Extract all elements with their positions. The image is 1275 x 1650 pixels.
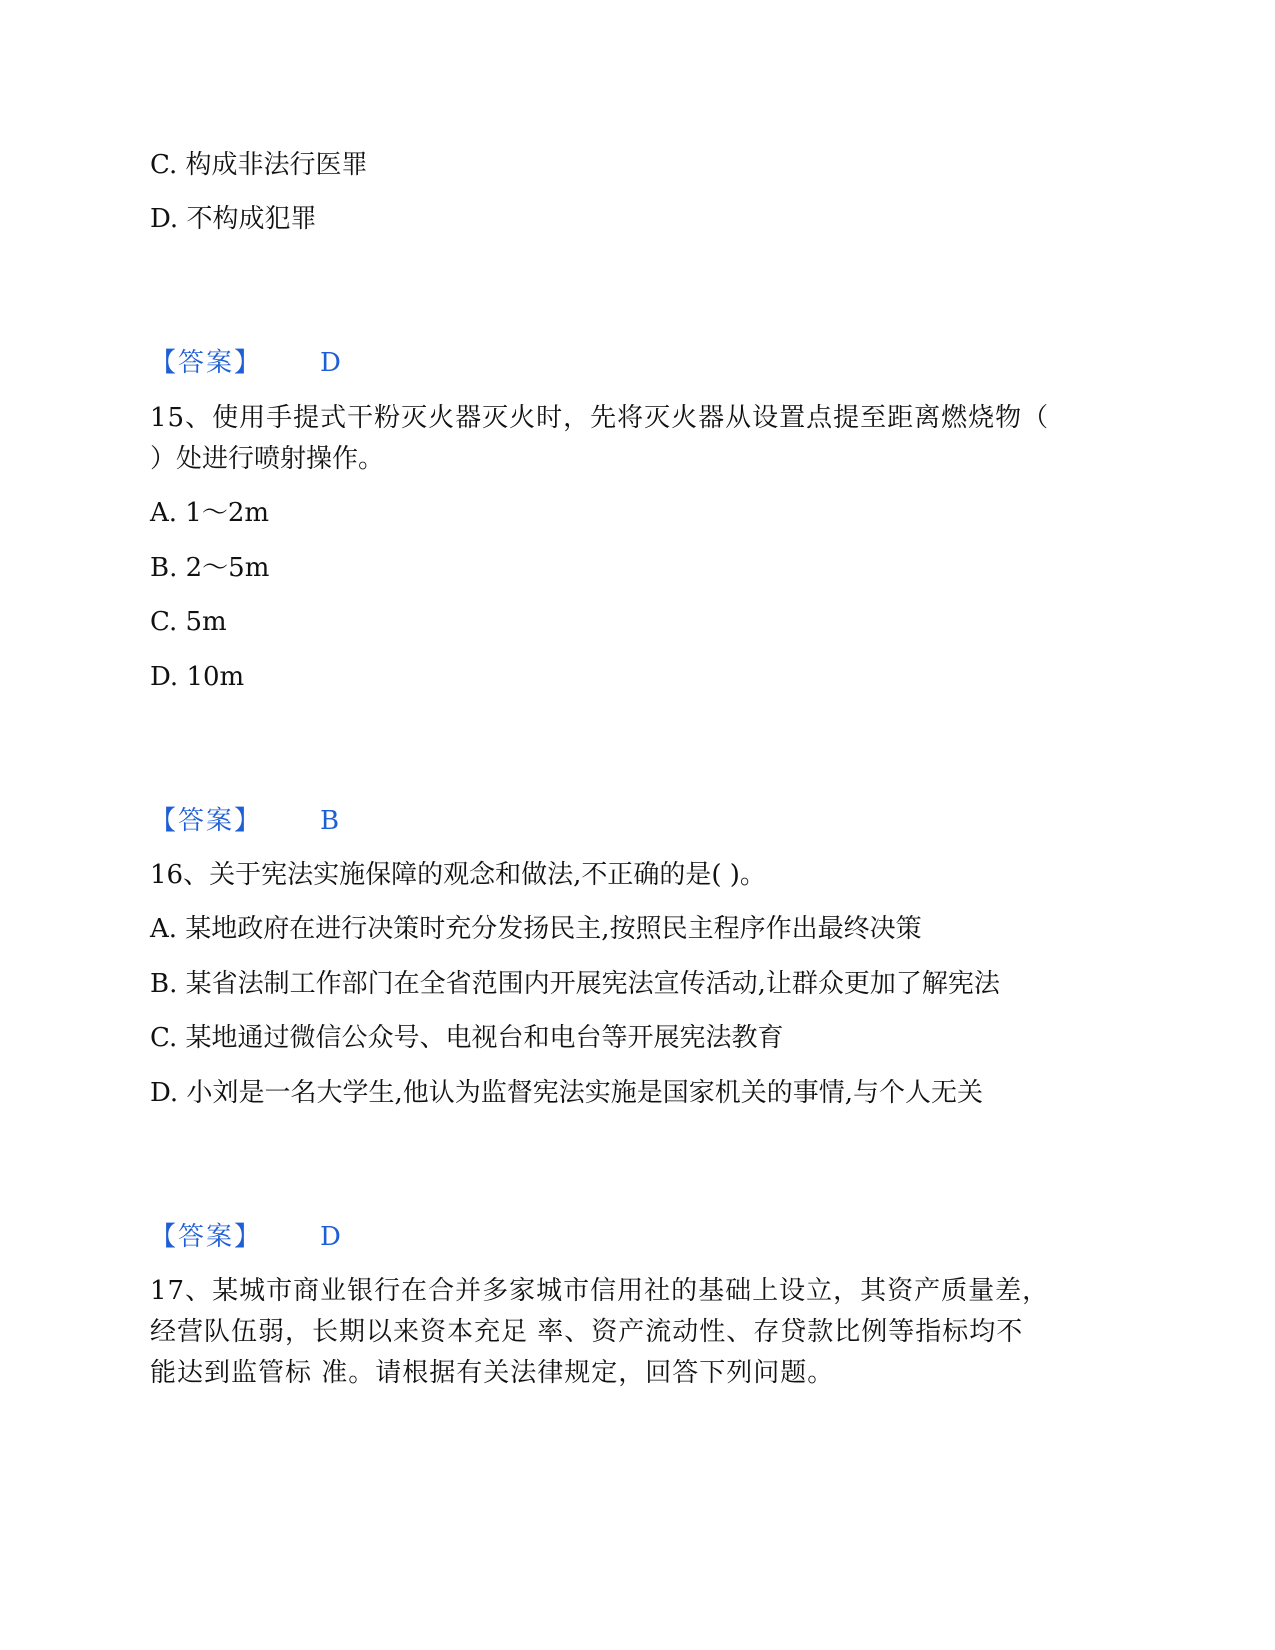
answer-value: D	[320, 1222, 341, 1252]
q14-answer	[150, 346, 341, 380]
q15-option-c: C. 5m	[150, 607, 227, 637]
q17-stem-line1: 17、某城市商业银行在合并多家城市信用社的基础上设立，其资产质量差，	[150, 1276, 1050, 1306]
q15-option-d: D. 10m	[150, 662, 245, 692]
q15-answer	[150, 804, 339, 838]
q16-option-b: B. 某省法制工作部门在全省范围内开展宪法宣传活动,让群众更加了解宪法	[150, 969, 1000, 999]
q16-option-c: C. 某地通过微信公众号、电视台和电台等开展宪法教育	[150, 1023, 784, 1053]
q17-stem-line2: 经营队伍弱，长期以来资本充足 率、资产流动性、存贷款比例等指标均不	[150, 1317, 1024, 1347]
answer-label: 【答案】	[150, 806, 263, 836]
q16-answer	[150, 1220, 341, 1254]
q15-option-a: A. 1～2m	[150, 498, 270, 528]
answer-value: D	[320, 348, 341, 378]
q14-option-c: C. 构成非法行医罪	[150, 150, 368, 180]
q14-option-d: D. 不构成犯罪	[150, 204, 317, 234]
answer-value: B	[320, 806, 340, 836]
answer-label: 【答案】	[150, 348, 263, 378]
q16-stem: 16、关于宪法实施保障的观念和做法,不正确的是( )。	[150, 860, 766, 890]
q15-option-b: B. 2～5m	[150, 553, 270, 583]
q16-option-a: A. 某地政府在进行决策时充分发扬民主,按照民主程序作出最终决策	[150, 914, 922, 944]
q16-option-d: D. 小刘是一名大学生,他认为监督宪法实施是国家机关的事情,与个人无关	[150, 1078, 983, 1108]
q17-stem-line3: 能达到监管标 准。请根据有关法律规定，回答下列问题。	[150, 1358, 835, 1388]
answer-label: 【答案】	[150, 1222, 263, 1252]
q15-stem-line2: ）处进行喷射操作。	[150, 444, 385, 474]
q15-stem-line1: 15、使用手提式干粉灭火器灭火时，先将灭火器从设置点提至距离燃烧物（	[150, 403, 1050, 433]
